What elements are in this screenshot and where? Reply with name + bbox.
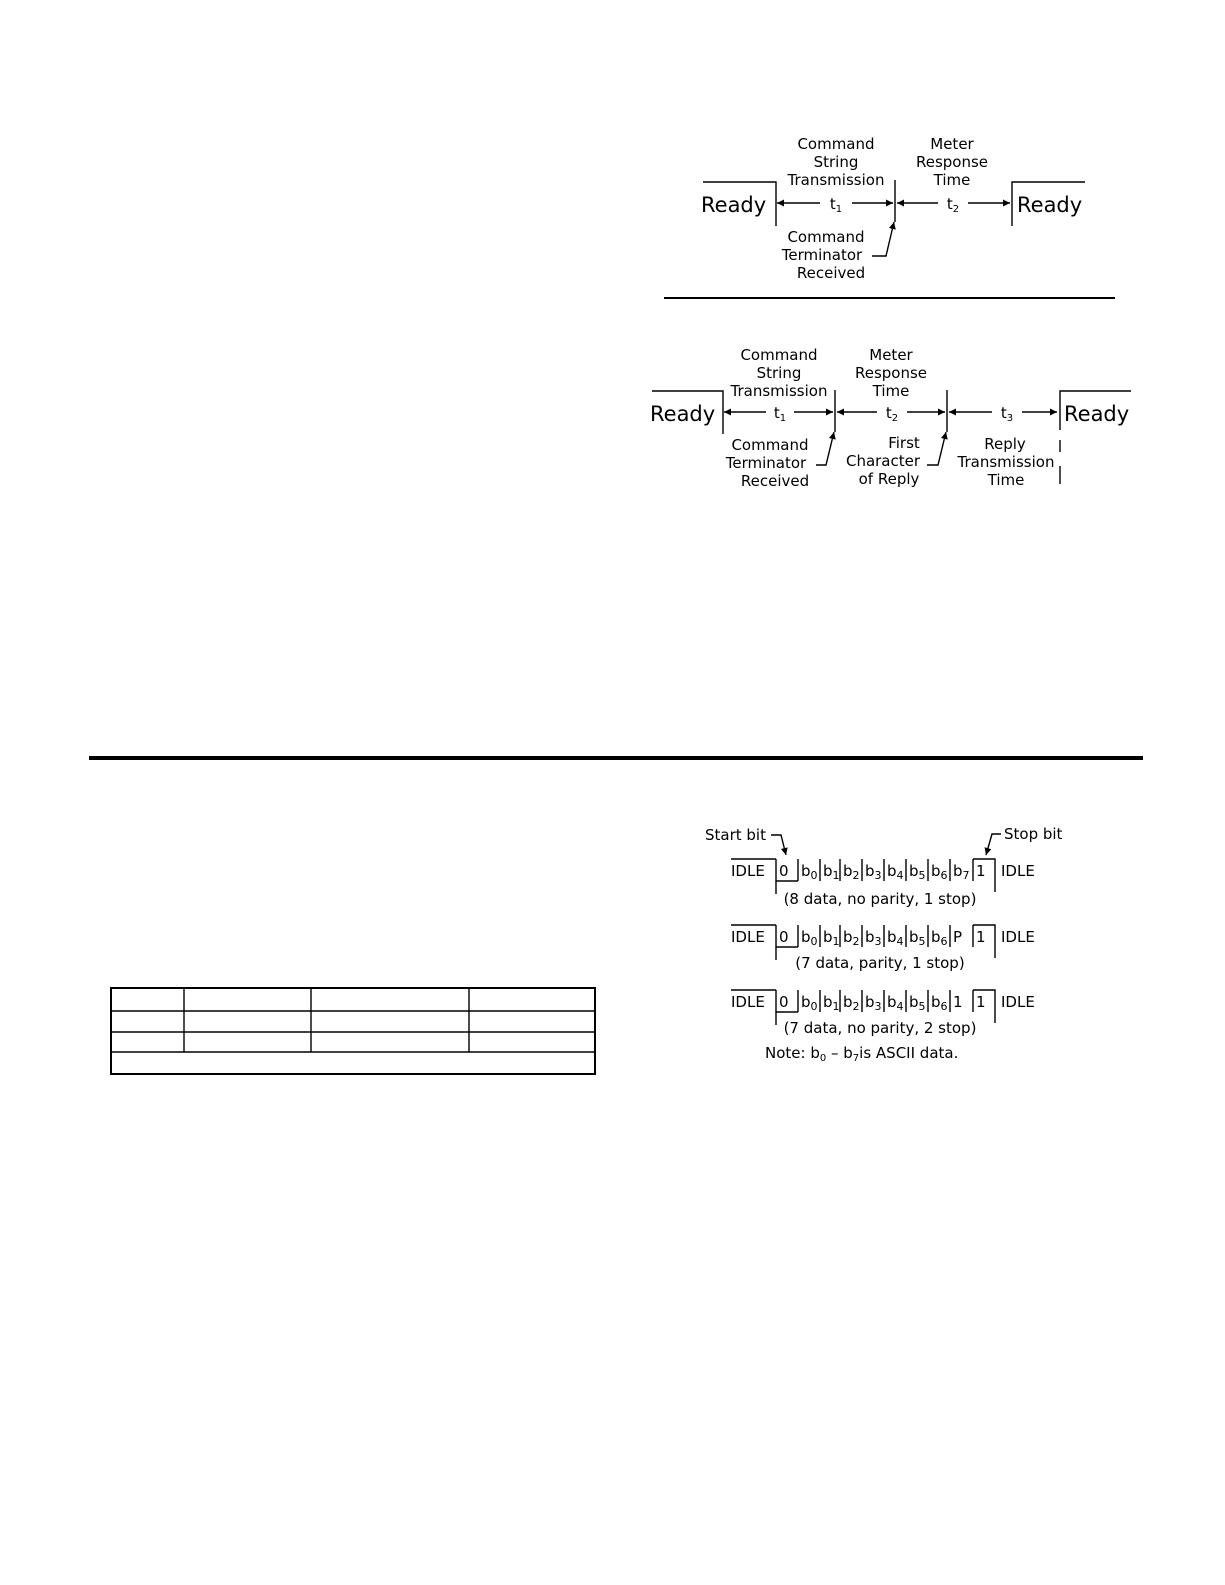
serial-frame-diagram [705,825,1063,1064]
meter-response-time-label [855,346,927,400]
svg-text:Meter: Meter [930,135,974,153]
svg-text:Received: Received [796,264,866,282]
command-terminator-received-label [781,228,865,282]
meter-response-time-label [916,135,988,189]
t1-label: $t_1$ [773,404,787,424]
svg-text:Command: Command [787,228,865,246]
stop-bit-label: Stop bit [1004,825,1063,843]
t3-label: $t_3$ [1000,404,1014,424]
bit-cell-b4: $b_4$ [887,993,904,1013]
svg-text:Reply: Reply [984,435,1026,453]
svg-text:Meter: Meter [869,346,913,364]
bit-cell-b6: $b_6$ [931,928,948,948]
svg-text:String: String [756,364,802,382]
svg-text:Command: Command [797,135,875,153]
terminator-callout [872,222,894,256]
stop-bit-callout [986,834,1001,855]
bit-cell-b2: $b_2$ [843,862,860,882]
bit-cell-b0: $b_0$ [801,928,818,948]
idle-left-label: IDLE [731,993,765,1011]
svg-text:Received: Received [740,472,810,490]
svg-text:Transmission: Transmission [730,382,828,400]
t1-label: $t_1$ [829,195,843,215]
t2-label: $t_2$ [946,195,960,215]
command-terminator-received-label [725,436,809,490]
bit-cell-b0: $b_0$ [801,993,818,1013]
svg-text:of Reply: of Reply [858,470,920,488]
svg-text:Terminator: Terminator [725,454,807,472]
idle-left-label: IDLE [731,928,765,946]
idle-right-label: IDLE [1001,993,1035,1011]
ready-right-label: Ready [1064,402,1130,426]
bit-cell-b5: $b_5$ [909,928,926,948]
idle-left-label: IDLE [731,862,765,880]
bit-cell-b2: $b_2$ [843,993,860,1013]
svg-text:Terminator: Terminator [781,246,863,264]
bit-cell-b7: $b_7$ [953,862,970,882]
t2-label: $t_2$ [885,404,899,424]
svg-text:String: String [813,153,859,171]
ready-left-label: Ready [650,402,716,426]
bit-cell-b0: $b_0$ [801,862,818,882]
bit-cell-1: 1 [953,993,963,1011]
bit-cell-0: 0 [779,928,789,946]
bit-cell-b4: $b_4$ [887,862,904,882]
bit-cell-0: 0 [779,862,789,880]
timing-diagram-no-reply [701,135,1085,282]
reply-transmission-time-label [957,435,1055,489]
empty-table [111,988,595,1074]
bit-cell-b2: $b_2$ [843,928,860,948]
svg-text:Transmission: Transmission [957,453,1055,471]
bit-cell-0: 0 [779,993,789,1011]
svg-text:Transmission: Transmission [787,171,885,189]
frame-caption: (7 data, no parity, 2 stop) [783,1019,977,1037]
bit-cell-b4: $b_4$ [887,928,904,948]
terminator-callout [816,432,834,465]
idle-right-label: IDLE [1001,862,1035,880]
bit-cell-b1: $b_1$ [823,993,840,1013]
serial-frame-row [731,859,1035,908]
bit-cell-b3: $b_3$ [865,993,882,1013]
svg-text:Time: Time [872,382,910,400]
svg-text:Command: Command [731,436,809,454]
ready-left-label: Ready [701,193,767,217]
bit-cell-1: 1 [976,862,986,880]
bit-cell-1: 1 [976,928,986,946]
timing-diagram-with-reply [650,346,1131,490]
first-character-of-reply-label [846,434,921,488]
svg-text:Response: Response [854,364,928,382]
svg-text:Response: Response [915,153,989,171]
svg-text:Time: Time [933,171,971,189]
frame-caption: (7 data, parity, 1 stop) [795,954,965,972]
bit-cell-b3: $b_3$ [865,928,882,948]
svg-text:Character: Character [845,452,921,470]
idle-right-label: IDLE [1001,928,1035,946]
svg-text:First: First [888,434,920,452]
serial-frame-row [731,990,1035,1037]
bit-cell-b5: $b_5$ [909,993,926,1013]
bit-cell-P: P [953,928,963,946]
start-bit-label: Start bit [705,826,766,844]
bit-cell-b5: $b_5$ [909,862,926,882]
serial-frame-row [731,925,1035,972]
svg-text:Time: Time [987,471,1025,489]
frame-caption: (8 data, no parity, 1 stop) [783,890,977,908]
command-string-transmission-label [730,346,828,400]
ascii-data-note: Note: $b_0 - b_7is$ ASCII data. [765,1044,959,1064]
svg-text:Command: Command [740,346,818,364]
bit-cell-1: 1 [976,993,986,1011]
ready-right-label: Ready [1017,193,1083,217]
bit-cell-b6: $b_6$ [931,993,948,1013]
bit-cell-b1: $b_1$ [823,862,840,882]
first-character-callout [927,432,946,465]
start-bit-callout [771,835,786,855]
bit-cell-b1: $b_1$ [823,928,840,948]
bit-cell-b6: $b_6$ [931,862,948,882]
bit-cell-b3: $b_3$ [865,862,882,882]
command-string-transmission-label [787,135,885,189]
